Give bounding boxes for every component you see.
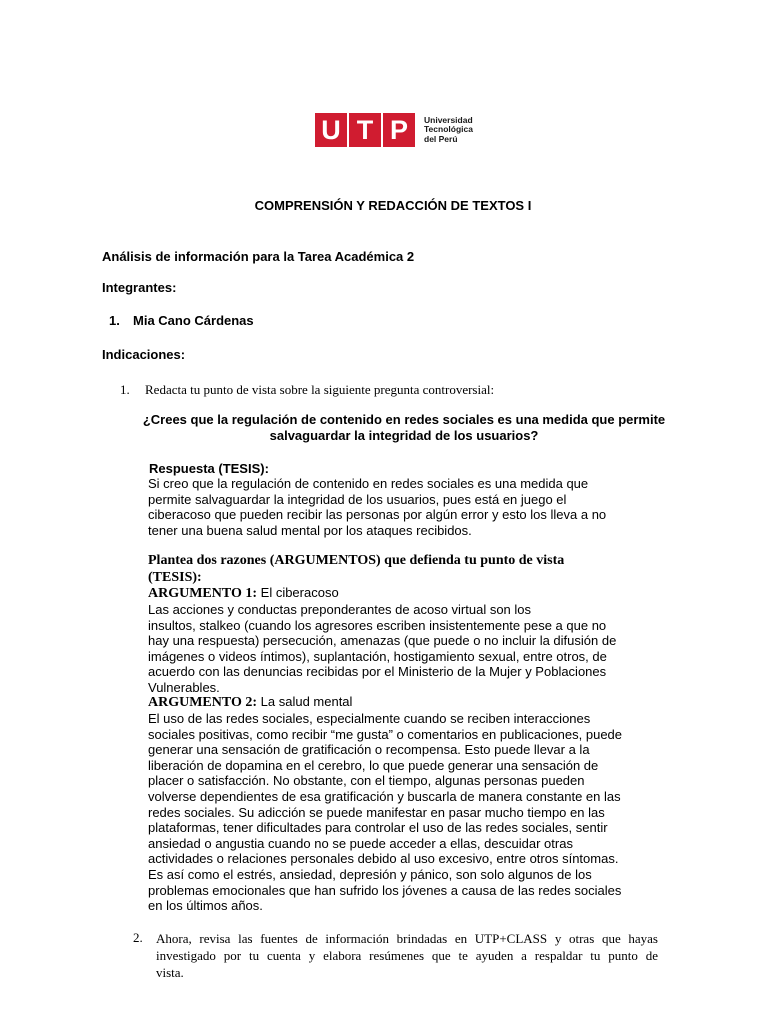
argument2-label: ARGUMENTO 2:	[148, 695, 258, 710]
item1-number: 1.	[120, 382, 130, 397]
argument1-line: hay una respuesta) persecución, amenazas (que puede o no incluir la difusión de	[148, 633, 617, 649]
item2-line: vista.	[156, 965, 184, 980]
argument2-line: problemas emocionales que han sufrido los jóvenes a causa de las redes sociales	[148, 882, 622, 898]
document-title: COMPRENSIÓN Y REDACCIÓN DE TEXTOS I	[254, 198, 532, 213]
argument2-line: ansiedad o angustia cuando no se puede acceder a ellas, descuidar otras	[148, 835, 573, 851]
item1-text: Redacta tu punto de vista sobre la siguiente pregunta controversial:	[145, 382, 495, 397]
argument2-line: redes sociales. Su adicción se puede manifestar en pasar mucho tiempo en las	[148, 804, 605, 820]
member-name: Mia Cano Cárdenas	[133, 313, 254, 328]
argument2-line: volverse dependientes de esa gratificación y buscarla de manera constante en las	[148, 788, 621, 804]
argument1-line: Vulnerables.	[148, 679, 220, 695]
argument2-title: La salud mental	[257, 694, 353, 709]
argument2-line: actividades o relaciones personales debido al uso excesivo, entre otros síntomas.	[148, 851, 619, 867]
logo-letters	[315, 113, 415, 147]
logo-text-line: Tecnológica	[424, 124, 473, 135]
integrantes-label: Integrantes:	[102, 280, 177, 295]
utp-logo	[315, 113, 474, 147]
logo-text-line: del Perú	[424, 133, 458, 144]
controversial-question: ¿Crees que la regulación de contenido en redes sociales es una medida que permite salvaguardar la integridad de los usuarios?	[142, 412, 666, 443]
argument1-line: insultos, stalkeo (cuando los agresores escriben insistentemente pese a que no	[148, 617, 607, 633]
member-number: 1.	[109, 313, 120, 328]
argument2-line: plataformas, tener dificultades para controlar el uso de las redes sociales, sentir	[148, 820, 608, 836]
argument1-text	[148, 602, 680, 696]
argument2-line: sociales positivas, como recibir “me gusta” o comentarios en publicaciones, puede	[148, 726, 623, 742]
argument2-heading	[148, 694, 352, 711]
argument1-title: El ciberacoso	[257, 585, 339, 600]
tesis-text	[148, 476, 680, 538]
argument1-label: ARGUMENTO 1:	[148, 586, 258, 601]
argument2-line: generar una sensación de gratificación o recompensa. Esto puede llevar a la	[148, 742, 590, 758]
subtitle: Análisis de información para la Tarea Académica 2	[102, 249, 415, 264]
argument2-line: Es así como el estrés, ansiedad, depresión y pánico, son solo algunos de los	[148, 866, 592, 882]
logo-letter-u: U	[315, 113, 347, 147]
logo-text-line: Universidad	[424, 114, 473, 125]
tesis-line: tener una buena salud mental por los ataques recibidos.	[148, 522, 472, 538]
logo-text	[424, 116, 474, 145]
logo-letter-t: T	[349, 113, 381, 147]
tesis-line: ciberacoso que pueden recibir las personas por algún error y esto los lleva a no	[148, 507, 607, 523]
argument2-line: El uso de las redes sociales, especialmente cuando se reciben interacciones	[148, 711, 591, 726]
tesis-label: Respuesta (TESIS):	[149, 461, 269, 476]
argument2-line: placer o satisfacción. No obstante, con el tiempo, algunas personas pueden	[148, 773, 585, 789]
plantea-heading-line2: (TESIS):	[148, 570, 202, 585]
argument1-heading	[148, 585, 339, 602]
logo-letter-p: P	[383, 113, 415, 147]
indicaciones-label: Indicaciones:	[102, 347, 186, 362]
argument2-line: liberación de dopamina en el cerebro, lo que puede generar una sensación de	[148, 757, 599, 773]
plantea-heading-line1: Plantea dos razones (ARGUMENTOS) que defienda tu punto de vista	[148, 553, 565, 568]
tesis-line: Si creo que la regulación de contenido en redes sociales es una medida que	[148, 476, 589, 491]
argument2-line: en los últimos años.	[148, 898, 263, 914]
tesis-line: permite salvaguardar la integridad de los usuarios, pues está en juego el	[148, 491, 567, 507]
item2-text	[156, 930, 658, 981]
argument2-text	[148, 711, 680, 914]
argument1-line: acuerdo con las denuncias recibidas por el Ministerio de la Mujer y Poblaciones	[148, 664, 607, 680]
argument1-line: imágenes o videos íntimos), suplantación, hostigamiento sexual, entre otros, de	[148, 648, 607, 664]
item2-line: Ahora, revisa las fuentes de información brindadas en UTP+CLASS y otras que hayas	[156, 931, 658, 946]
item2-line: investigado por tu cuenta y elabora resúmenes que te ayuden a respaldar tu punto de	[156, 948, 658, 963]
item2-number: 2.	[133, 930, 143, 945]
argument1-line: Las acciones y conductas preponderantes de acoso virtual son los	[148, 602, 532, 617]
